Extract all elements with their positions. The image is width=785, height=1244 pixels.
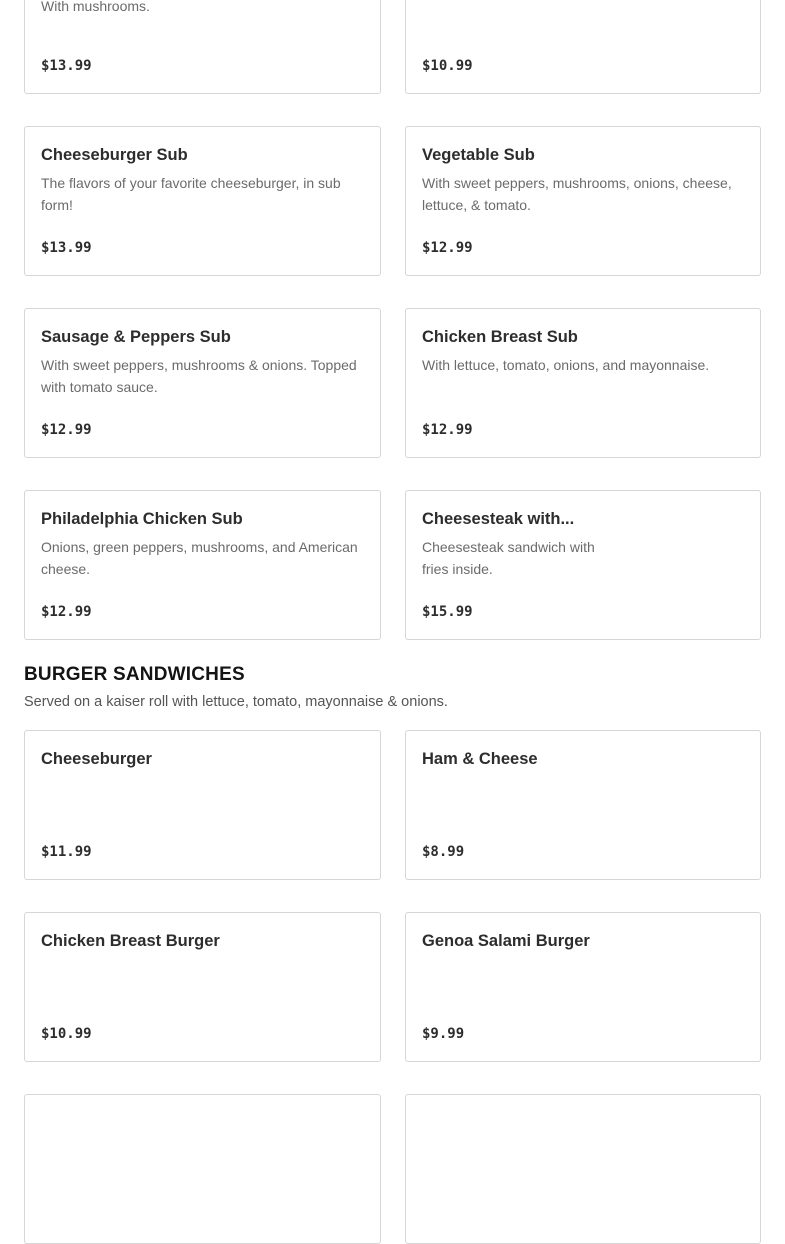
menu-item-card[interactable] (24, 1094, 381, 1244)
menu-item-card[interactable] (24, 730, 381, 880)
menu-item-name: Genoa Salami Burger (422, 932, 590, 950)
menu-item-price: $13.99 (41, 240, 92, 256)
menu-item-description: Cheesesteak sandwich with fries inside. (422, 539, 595, 577)
menu-item-card[interactable] (24, 912, 381, 1062)
menu-item-card[interactable] (405, 308, 761, 458)
menu-item-price: $10.99 (41, 1026, 92, 1042)
menu-item-description: The flavors of your favorite cheeseburger, in sub form! (41, 175, 341, 213)
menu-item-card[interactable] (24, 126, 381, 276)
menu-item-description: With mushrooms. (41, 0, 150, 14)
menu-item-price: $12.99 (41, 422, 92, 438)
menu-item-price: $12.99 (422, 240, 473, 256)
menu-item-price: $11.99 (41, 844, 92, 860)
menu-item-price: $12.99 (41, 604, 92, 620)
menu-item-name: Cheeseburger Sub (41, 146, 188, 164)
menu-item-card[interactable] (24, 0, 381, 94)
menu-item-name: Chicken Breast Burger (41, 932, 220, 950)
menu-item-description: Onions, green peppers, mushrooms, and American cheese. (41, 539, 358, 577)
menu-item-card[interactable] (405, 1094, 761, 1244)
menu-item-name: Cheesesteak with... (422, 510, 575, 528)
menu-item-card[interactable] (405, 730, 761, 880)
menu-item-price: $10.99 (422, 58, 473, 74)
menu-item-price: $12.99 (422, 422, 473, 438)
menu-item-card[interactable] (405, 126, 761, 276)
menu-item-description: With lettuce, tomato, onions, and mayonnaise. (422, 357, 710, 373)
menu-item-name: Philadelphia Chicken Sub (41, 510, 243, 528)
menu-item-name: Vegetable Sub (422, 146, 535, 164)
menu-item-price: $8.99 (422, 844, 465, 860)
menu-item-name: Cheeseburger (41, 750, 152, 768)
menu-item-name: Chicken Breast Sub (422, 328, 578, 346)
menu-item-card[interactable] (24, 490, 381, 640)
menu-item-description: With sweet peppers, mushrooms & onions. Topped with tomato sauce. (41, 357, 357, 395)
menu-item-card[interactable] (405, 490, 761, 640)
section-subtitle: Served on a kaiser roll with lettuce, tomato, mayonnaise & onions. (24, 694, 448, 710)
menu-item-card[interactable] (405, 0, 761, 94)
menu-item-name: Sausage & Peppers Sub (41, 328, 231, 346)
menu-item-name: Ham & Cheese (422, 750, 538, 768)
section-title: BURGER SANDWICHES (24, 664, 245, 685)
menu-item-description: With sweet peppers, mushrooms, onions, cheese, lettuce, & tomato. (422, 175, 732, 213)
menu-item-price: $13.99 (41, 58, 92, 74)
menu-item-card[interactable] (405, 912, 761, 1062)
menu-item-card[interactable] (24, 308, 381, 458)
menu-item-price: $15.99 (422, 604, 473, 620)
menu-item-price: $9.99 (422, 1026, 465, 1042)
